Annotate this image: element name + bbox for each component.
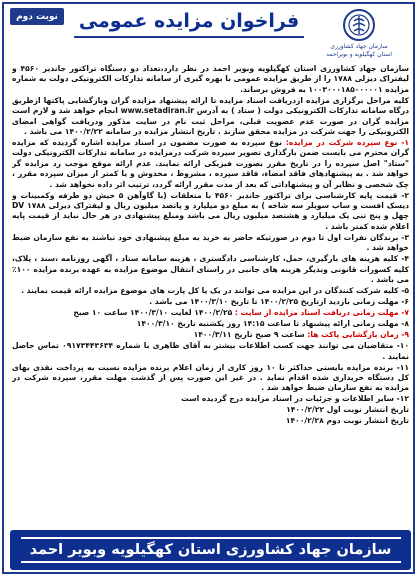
announcement-page [2, 2, 415, 574]
item-10: ۱۰- متقاضیان می توانند جهت کسب اطلاعات بیشتر به آقای ظاهری با شماره ۰۹۱۷۳۴۴۳۶۳۴ تماس حاصل نمایند . [12, 341, 409, 361]
item-9-text: ساعت ۹ صبح تاریخ ۱۴۰۰/۳/۱۱ [193, 330, 305, 340]
item-7-title: ۷- مهلت زمانی دریافت اسناد مزایده از سایت : [234, 308, 409, 318]
item-2: ۲- قیمت پایه کارشناسی برای تراکتور جاندیر ۴۵۶۰ با متعلقات (با گاوآهن ۵ خیش دو طرفه وکمبینات و دیسک افست و ساب سویلر سه شاخه ) به مبلغ دو میلیارد و پانصد میلیون ریال و لیفتراک دیزلی DV ۱۷۸۸ چهل و پنج تنی یک میلیارد و هشتصد میلیون ریال می باشد ومبلغ پیشنهادی در هر حال نباید از قیمت پایه اعلام شده کمتر باشد . [12, 190, 409, 231]
announcement-body [12, 64, 409, 526]
page-title: فراخوان مزایده عمومی [78, 10, 300, 32]
item-6: ۶- مهلت زمانی بازدید ازتاریخ ۱۴۰۰/۲/۲۵ تا تاریخ ۱۴۰۰/۳/۱۰ می باشد . [149, 297, 409, 307]
item-1-title: ۱- نوع سپرده شرکت در مزایده: [285, 138, 409, 148]
title-underline [74, 36, 304, 38]
footer-banner [10, 530, 411, 570]
header [10, 8, 409, 66]
logo-caption [309, 43, 409, 59]
logo-line-1: سازمان جهاد کشاورزی [330, 43, 388, 50]
paragraph-intro: سازمان جهاد کشاورزی استان کهگیلویه وبویر احمد در نظر دارد،تعداد دو دستگاه تراکتور جاندیر ۴۵۶۰ و لیفتراک دیزلی ۱۷۸۸ را از طریق مزایده عمومی با بهره گیری از سامانه تدارکات الکترونیکی دولت به شماره مزایده ۱۰۰۳۰۰۰۱۸۵۰۰۰۰۰۱ به فروش برساند. [12, 64, 409, 94]
emblem-logo-icon [342, 8, 376, 42]
publication-date-first: تاریخ انتشار نوبت اول ۱۴۰۰/۲/۲۲ [286, 405, 409, 415]
footer-text: سازمان جهاد کشاورزی استان کهگیلویه وبویر احمد [21, 537, 401, 563]
item-7-text: ۱۴۰۰/۲/۲۵ لغایت ۱۴۰۰/۳/۱۰ ساعت ۱۰ صبح [73, 308, 233, 318]
item-5: ۵- کلیه شرکت کنندگان در این مزایده می توانند در یک یا کل پارت های موضوع مزایده ارائه قیمت نمایند . [21, 286, 409, 296]
item-11: ۱۱- برنده مزایده بایستی حداکثر تا ۱۰ روز کاری از زمان اعلام برنده مزایده نسبت به پرداخت نقدی بهای کل دستگاه خریداری شده اقدام نماید . در غیر این صورت پس از گذشت مهلت مقرر، سپرده شرکت در مزایده به نفع سازمان ضبط خواهد شد . [12, 362, 409, 393]
item-7 [12, 308, 409, 318]
logo-line-2: استان کهگیلویه و بویراحمد [326, 51, 392, 58]
paragraph-procedure: کلیه مراحل برگزاری مزایده ازدریافت اسناد مزایده تا ارائه پیشنهاد مزایده گران وبازگشایی پاکتها ازطریق درگاه سامانه تدارکات الکترونیکی دولت ( ستاد ) به آدرس www.setadiran.ir انجام خواهد شد و لازم است مزایده گران در صورت عدم عضویت قبلی، مراحل ثبت نام در سایت مذکور ودریافت گواهی امضای الکترونیکی را جهت شرکت در مزایده محقق سازند . تاریخ انتشار مزایده در سامانه ۱۴۰۰/۲/۲۲ می باشد . [12, 95, 409, 137]
item-1-text: نوع سپرده به صورت مضمون در اسناد مزایده اشاره گردیده که مزایده گران محترم می بایست ضمن بارگذاری تصویر سپرده شرکت درمزایده در سامانه تدارکات الکترونیکی دولت "ستاد" اصل سپرده را در تاریخ مقرر بصورت فیزیکی ارائه نمایند. عدم ارائه موقع موجب رد مزایده گر خواهد شد . به پیشنهادهای فاقد امضاء، فاقد سپرده ، مشروط ، مخدوش و یا کمتر از میزان سپرده مقرر ، چک شخصی و نظایر آن و پیشنهاداتی که بعد از مدت مقرر ارائه گردد، ترتیب اثر داده نخواهد شد . [12, 138, 409, 189]
item-1 [12, 138, 409, 190]
organization-logo [309, 8, 409, 66]
item-12: ۱۲- سایر اطلاعات و جزئیات در اسناد مزایده درج گردیده است [181, 394, 409, 404]
item-4: ۴- کلیه هزینه های بارگیری، حمل، کارشناسی دادگستری ، هزینه سامانه ستاد ، آگهی روزنامه ،سند ، پلاک، کلیه کسورات قانونی وبدیگر هزینه های جانبی در راستای انتقال موضوع مزایده به عهده برنده مزایده ۱۰۰٪ می باشد . [12, 254, 409, 285]
item-8: ۸- مهلت زمانی ارائه پیشنهاد تا ساعت ۱۴:۱۵ روز یکشنبه تاریخ ۱۴۰۰/۳/۱۰ [136, 319, 409, 329]
edition-badge: نوبت دوم [10, 8, 64, 25]
publication-date-second: تاریخ انتشار نوبت دوم ۱۴۰۰/۲/۲۸ [285, 416, 409, 426]
item-9-title: ۹- زمان بازگشایی پاکت ها: [307, 330, 409, 340]
item-3: ۳- برندگان نفرات اول تا دوم در صورتیکه حاضر به خرید به مبلغ پیشنهادی خود نباشند به نفع سازمان ضبط خواهد شد . [12, 232, 409, 253]
item-9 [12, 330, 409, 340]
